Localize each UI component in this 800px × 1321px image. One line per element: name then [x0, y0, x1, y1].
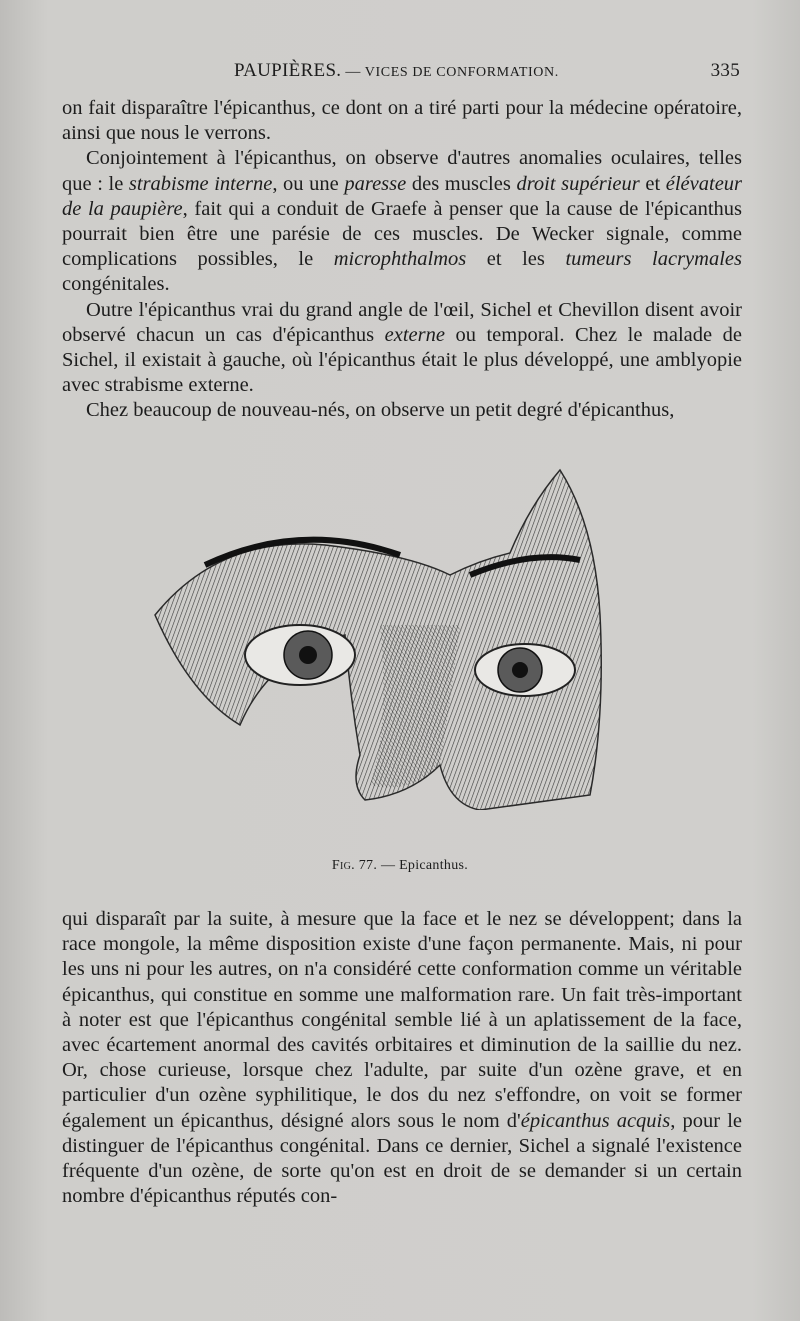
italic-run: tumeurs lacrymales [565, 248, 742, 271]
figure-label: Fig. 77. [331, 858, 378, 873]
italic-run: microphthalmos [333, 248, 467, 271]
section-title: VICES DE CONFORMATION. [364, 65, 559, 80]
chapter-title: PAUPIÈRES. [234, 60, 342, 81]
text-run: qui disparaît par la suite, à mesure que la face et le nez se développent; dans la race mongole, la même disposition existe d'une façon permanente. Mais, ni pour les uns ni pour les autres, on n'a considéré cette conformation comme un véritable épicanthus, qui constitue en somme une malformation rare. Un fait très-important à noter est que l'épicanthus congénital semble lié à un aplatissement de la face, avec écartement anormal des cavités orbitaires et diminution de la saillie du nez. Or, chose curieuse, lorsque chez l'adulte, par suite d'un ozène grave, et en particulier d'un ozène syphilitique, le dos du nez s'effondre, on voit se former également un épicanthus, désigné alors sous le nom d' [62, 908, 742, 1132]
text-run: , fait qui a conduit de Graefe à penser que la cause de l'épicanthus pourrait bien être une parésie de ces muscles. De Wecker signale, comme complications possibles, le [62, 197, 742, 271]
right-pupil-icon [512, 662, 528, 678]
left-pupil-icon [299, 646, 317, 664]
title-separator: — [341, 64, 365, 80]
text-run: des muscles [406, 172, 517, 195]
running-header [62, 56, 740, 90]
paragraph-3 [62, 298, 742, 399]
text-run: et [639, 172, 666, 195]
italic-run: externe [384, 323, 445, 346]
paragraph-4: Chez beaucoup de nouveau-nés, on observe un petit degré d'épicanthus, [86, 399, 675, 422]
text-run: , pour le distinguer de l'épicanthus congénital. Dans ce dernier, Sichel a signalé l'existence fréquente d'un ozène, de sorte qu'on est en droit de se demander si un certain nombre d'épicanthus réputés con- [62, 1109, 742, 1208]
text-run: et les [466, 248, 566, 271]
italic-run: élévateur de la paupière [62, 172, 743, 220]
text-run: , ou une [272, 172, 345, 195]
epicanthus-figure [150, 465, 620, 810]
italic-run: épicanthus acquis [520, 1109, 671, 1132]
caption-text: Epicanthus. [399, 858, 469, 873]
italic-run: droit supérieur [516, 172, 640, 195]
top-text-block [62, 96, 742, 424]
italic-run: paresse [344, 172, 407, 195]
text-run: Conjointement à l'épicanthus, on observe d'autres anomalies oculaires, telles que : le [62, 147, 742, 195]
caption-separator: — [377, 858, 400, 873]
paragraph-5 [62, 907, 742, 1209]
italic-run: strabisme interne [128, 172, 273, 195]
figure-caption [0, 858, 800, 874]
paragraph-2 [62, 146, 742, 297]
running-title [234, 60, 559, 82]
text-run: ou temporal. Chez le malade de Sichel, il existait à gauche, où l'épicanthus était le plus développé, une amblyopie avec strabisme externe. [62, 323, 742, 397]
text-run: congénitales. [62, 273, 170, 296]
page-number: 335 [710, 60, 740, 81]
text-run: Outre l'épicanthus vrai du grand angle de l'œil, Sichel et Chevillon disent avoir observé chacun un cas d'épicanthus [62, 298, 742, 346]
paragraph-1: on fait disparaître l'épicanthus, ce dont on a tiré parti pour la médecine opératoire, ainsi que nous le verrons. [62, 97, 742, 145]
bottom-text-block [62, 907, 742, 1209]
